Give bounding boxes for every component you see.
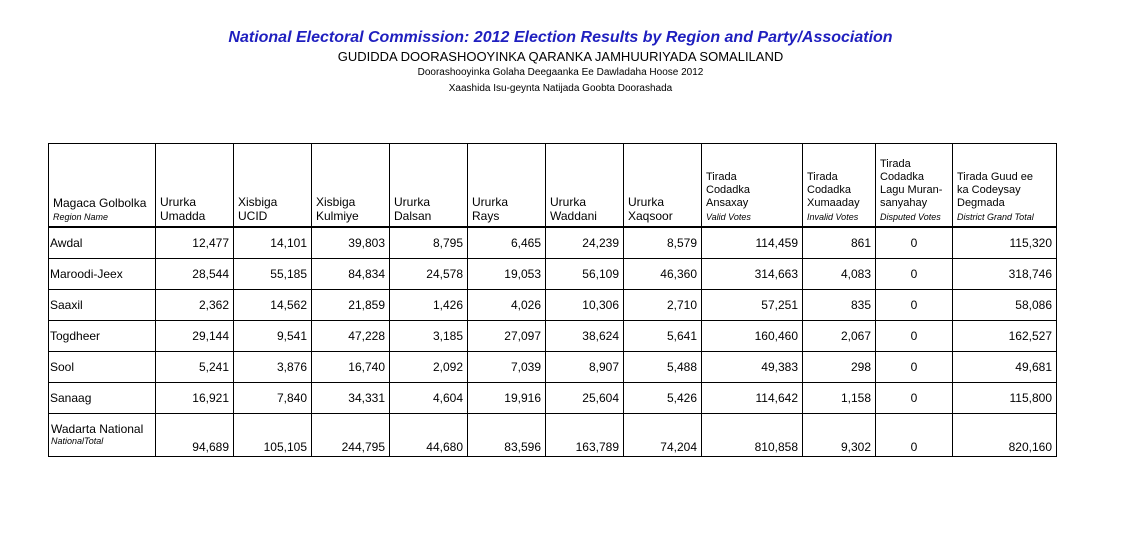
cell-region: Maroodi-Jeex — [49, 259, 156, 290]
election-name: Doorashooyinka Golaha Deegaanka Ee Dawladaha Hoose 2012 — [417, 67, 704, 78]
cell-rays: 6,465 — [468, 227, 546, 259]
cell-grand: 115,320 — [953, 227, 1057, 259]
cell-region: Togdheer — [49, 321, 156, 352]
cell-grand: 318,746 — [953, 259, 1057, 290]
col-header-waddani: Ururka Waddani — [546, 144, 624, 228]
cell-valid: 114,642 — [702, 383, 803, 414]
cell-dalsan: 1,426 — [390, 290, 468, 321]
cell-umadda: 5,241 — [156, 352, 234, 383]
cell-waddani: 56,109 — [546, 259, 624, 290]
cell-rays: 27,097 — [468, 321, 546, 352]
cell-umadda: 28,544 — [156, 259, 234, 290]
cell-invalid: 298 — [803, 352, 876, 383]
col-header-invalid: Tirada Codadka Xumaaday Invalid Votes — [803, 144, 876, 228]
cell-ucid: 7,840 — [234, 383, 312, 414]
cell-valid: 810,858 — [702, 414, 803, 457]
cell-dalsan: 44,680 — [390, 414, 468, 457]
cell-region: Awdal — [49, 227, 156, 259]
cell-umadda: 29,144 — [156, 321, 234, 352]
cell-kulmiye: 21,859 — [312, 290, 390, 321]
cell-valid: 160,460 — [702, 321, 803, 352]
cell-umadda: 94,689 — [156, 414, 234, 457]
cell-valid: 49,383 — [702, 352, 803, 383]
cell-umadda: 16,921 — [156, 383, 234, 414]
cell-rays: 83,596 — [468, 414, 546, 457]
total-row — [49, 414, 1057, 457]
cell-xaqsoor: 5,488 — [624, 352, 702, 383]
cell-grand: 49,681 — [953, 352, 1057, 383]
cell-ucid: 9,541 — [234, 321, 312, 352]
col-header-umadda: Ururka Umadda — [156, 144, 234, 228]
cell-invalid: 9,302 — [803, 414, 876, 457]
cell-disputed: 0 — [876, 352, 953, 383]
cell-rays: 4,026 — [468, 290, 546, 321]
table-row — [49, 321, 1057, 352]
cell-rays: 7,039 — [468, 352, 546, 383]
cell-kulmiye: 34,331 — [312, 383, 390, 414]
cell-grand: 820,160 — [953, 414, 1057, 457]
col-header-xaqsoor: Ururka Xaqsoor — [624, 144, 702, 228]
table-row — [49, 352, 1057, 383]
cell-rays: 19,053 — [468, 259, 546, 290]
col-header-ucid: Xisbiga UCID — [234, 144, 312, 228]
col-header-valid: Tirada Codadka Ansaxay Valid Votes — [702, 144, 803, 228]
cell-kulmiye: 39,803 — [312, 227, 390, 259]
table-row — [49, 227, 1057, 259]
cell-ucid: 14,562 — [234, 290, 312, 321]
table-row — [49, 290, 1057, 321]
cell-dalsan: 8,795 — [390, 227, 468, 259]
results-table — [48, 143, 1057, 457]
cell-umadda: 2,362 — [156, 290, 234, 321]
cell-disputed: 0 — [876, 227, 953, 259]
cell-valid: 314,663 — [702, 259, 803, 290]
cell-invalid: 4,083 — [803, 259, 876, 290]
cell-waddani: 24,239 — [546, 227, 624, 259]
cell-kulmiye: 47,228 — [312, 321, 390, 352]
cell-disputed: 0 — [876, 259, 953, 290]
cell-grand: 58,086 — [953, 290, 1057, 321]
cell-grand: 115,800 — [953, 383, 1057, 414]
cell-kulmiye: 16,740 — [312, 352, 390, 383]
cell-valid: 114,459 — [702, 227, 803, 259]
cell-total-label: Wadarta National NationalTotal — [49, 414, 156, 457]
cell-disputed: 0 — [876, 383, 953, 414]
cell-ucid: 14,101 — [234, 227, 312, 259]
cell-disputed: 0 — [876, 321, 953, 352]
cell-xaqsoor: 74,204 — [624, 414, 702, 457]
cell-waddani: 10,306 — [546, 290, 624, 321]
cell-rays: 19,916 — [468, 383, 546, 414]
table-row — [49, 259, 1057, 290]
cell-waddani: 38,624 — [546, 321, 624, 352]
cell-xaqsoor: 46,360 — [624, 259, 702, 290]
cell-xaqsoor: 5,426 — [624, 383, 702, 414]
cell-umadda: 12,477 — [156, 227, 234, 259]
cell-region: Saaxil — [49, 290, 156, 321]
cell-region: Sool — [49, 352, 156, 383]
cell-dalsan: 24,578 — [390, 259, 468, 290]
col-header-grand: Tirada Guud ee ka Codeysay Degmada District Grand Total — [953, 144, 1057, 228]
cell-ucid: 3,876 — [234, 352, 312, 383]
cell-invalid: 2,067 — [803, 321, 876, 352]
cell-disputed: 0 — [876, 414, 953, 457]
col-header-dalsan: Ururka Dalsan — [390, 144, 468, 228]
commission-name: GUDIDDA DOORASHOOYINKA QARANKA JAMHUURIYADA SOMALILAND — [337, 49, 784, 64]
table-row — [49, 383, 1057, 414]
cell-dalsan: 2,092 — [390, 352, 468, 383]
col-header-kulmiye: Xisbiga Kulmiye — [312, 144, 390, 228]
cell-dalsan: 4,604 — [390, 383, 468, 414]
cell-xaqsoor: 2,710 — [624, 290, 702, 321]
cell-kulmiye: 84,834 — [312, 259, 390, 290]
cell-waddani: 163,789 — [546, 414, 624, 457]
cell-kulmiye: 244,795 — [312, 414, 390, 457]
col-header-region: Magaca Golbolka Region Name — [49, 144, 156, 228]
cell-invalid: 861 — [803, 227, 876, 259]
sheet-name: Xaashida Isu-geynta Natijada Goobta Doorashada — [448, 83, 673, 94]
cell-waddani: 25,604 — [546, 383, 624, 414]
col-header-rays: Ururka Rays — [468, 144, 546, 228]
cell-xaqsoor: 5,641 — [624, 321, 702, 352]
col-header-disputed: Tirada Codadka Lagu Muran- sanyahay Disputed Votes — [876, 144, 953, 228]
cell-ucid: 105,105 — [234, 414, 312, 457]
cell-valid: 57,251 — [702, 290, 803, 321]
cell-waddani: 8,907 — [546, 352, 624, 383]
cell-region: Sanaag — [49, 383, 156, 414]
cell-disputed: 0 — [876, 290, 953, 321]
table-header-row — [49, 144, 1057, 228]
cell-dalsan: 3,185 — [390, 321, 468, 352]
cell-ucid: 55,185 — [234, 259, 312, 290]
cell-invalid: 1,158 — [803, 383, 876, 414]
cell-grand: 162,527 — [953, 321, 1057, 352]
cell-invalid: 835 — [803, 290, 876, 321]
cell-xaqsoor: 8,579 — [624, 227, 702, 259]
document-title: National Electoral Commission: 2012 Election Results by Region and Party/Association — [228, 29, 893, 46]
